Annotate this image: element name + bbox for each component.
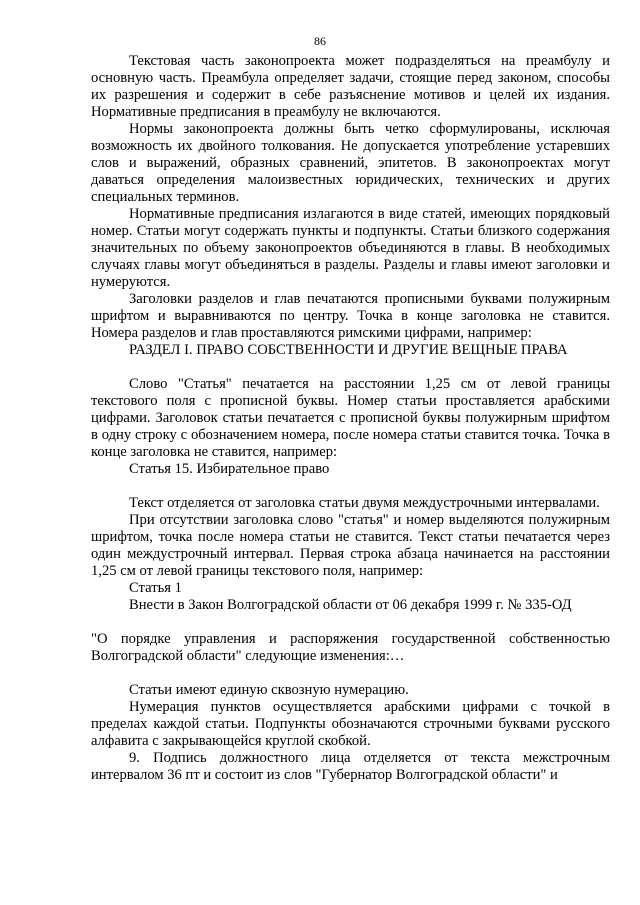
document-body (91, 53, 610, 784)
article-heading-example: Статья 15. Избирательное право (129, 461, 330, 477)
paragraph-norms: Нормы законопроекта должны быть четко сформулированы, исключая возможность их двойного толкования. Не допускается употребление устаревших слов и выражений, образных сравнений, эпитетов. В законопроектах могут даваться определения малоизвестных юридических, технических и других специальных терминов. (91, 121, 610, 205)
paragraph-article-word: Слово "Статья" печатается на расстоянии 1,25 см от левой границы текстового поля с прописной буквы. Номер статьи проставляется арабскими цифрами. Заголовок статьи печатается с прописной буквы полужирным шрифтом в одну строку с обозначением номера, после номера статьи ставится точка. Точка в конце заголовка не ставится, например: (91, 376, 610, 460)
section-heading-example: РАЗДЕЛ I. ПРАВО СОБСТВЕННОСТИ И ДРУГИЕ ВЕЩНЫЕ ПРАВА (129, 342, 568, 358)
page-number: 86 (314, 34, 326, 48)
paragraph-points-numbering: Нумерация пунктов осуществляется арабскими цифрами с точкой в пределах каждой статьи. Подпункты обозначаются строчными буквами русского алфавита с закрывающейся круглой скобкой. (91, 699, 610, 749)
paragraph-no-heading: При отсутствии заголовка слово "статья" и номер выделяются полужирным шрифтом, точка после номера статьи не ставится. Текст статьи печатается через один междустрочный интервал. Первая строка абзаца начинается на расстоянии 1,25 см от левой границы текстового поля, например: (91, 512, 610, 579)
paragraph-signature: 9. Подпись должностного лица отделяется от текста межстрочным интервалом 36 пт и состоит из слов "Губернатор Волгоградской области" и (91, 750, 610, 783)
paragraph-normative-prescriptions: Нормативные предписания излагаются в виде статей, имеющих порядковый номер. Статьи могут содержать пункты и подпункты. Статьи близкого содержания значительных по объему законопроектов объединяются в главы. В необходимых случаях главы могут объединяться в разделы. Разделы и главы имеют заголовки и нумеруются. (91, 206, 610, 290)
amendment-continuation: "О порядке управления и распоряжения государственной собственностью Волгоградской области" следующие изменения:… (91, 631, 610, 664)
article-1-example: Статья 1 (129, 580, 182, 596)
paragraph-numbering: Статьи имеют единую сквозную нумерацию. (129, 682, 409, 698)
paragraph-headings: Заголовки разделов и глав печатаются прописными буквами полужирным шрифтом и выравниваются по центру. Точка в конце заголовка не ставится. Номера разделов и глав проставляются римскими цифрами, например: (91, 291, 610, 341)
paragraph-text-separation: Текст отделяется от заголовка статьи двумя междустрочными интервалами. (129, 495, 600, 511)
amendment-line: Внести в Закон Волгоградской области от 06 декабря 1999 г. № 335-ОД (129, 597, 572, 613)
paragraph-preamble: Текстовая часть законопроекта может подразделяться на преамбулу и основную часть. Преамбула определяет задачи, стоящие перед законом, способы их разрешения и содержит в себе разъяснение мотивов и целей их издания. Нормативные предписания в преамбулу не включаются. (91, 53, 610, 120)
